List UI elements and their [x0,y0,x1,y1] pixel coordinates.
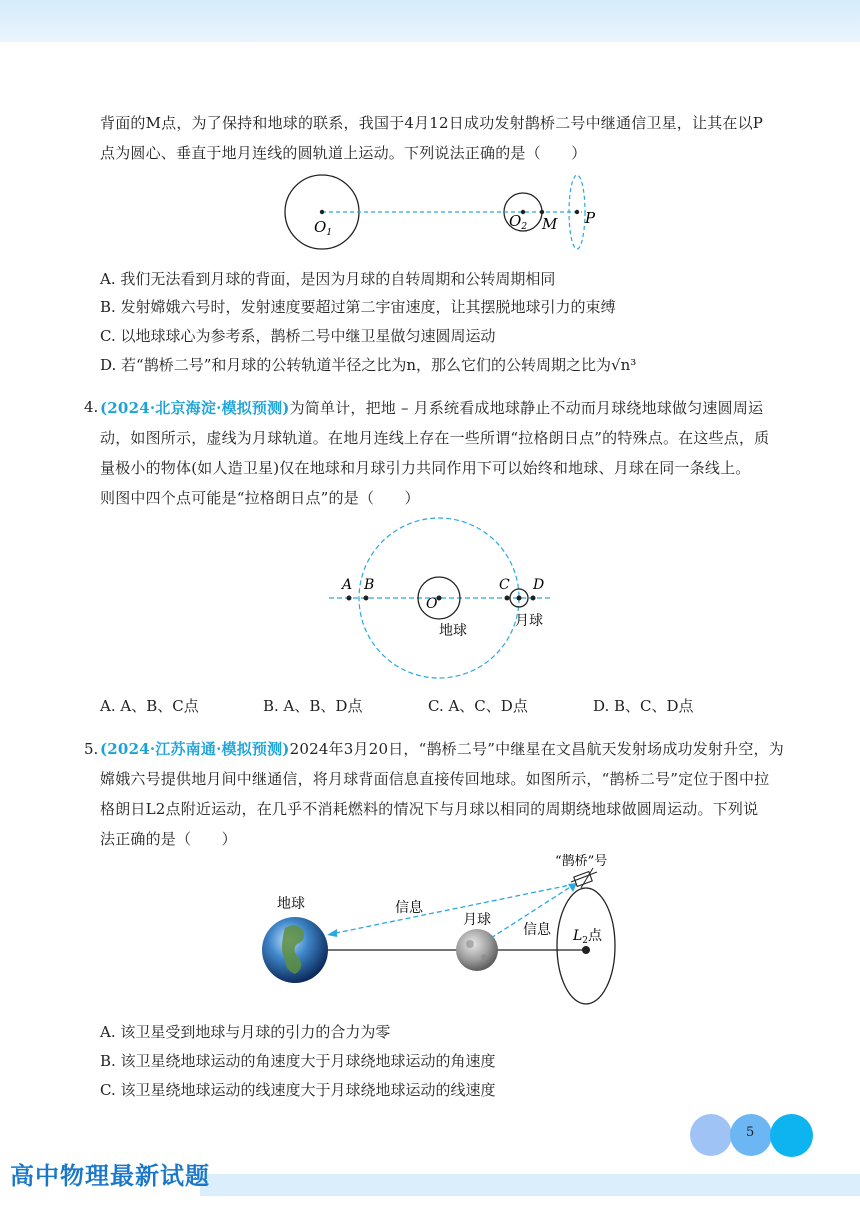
q5-source: (2024·江苏南通·模拟预测) [100,740,290,758]
label-info-2: 信息 [523,922,551,938]
q4-option-a: A. A、B、C点 [100,697,199,715]
page-circle-left [690,1114,732,1156]
q5-option-a: A. 该卫星受到地球与月球的引力的合力为零 [100,1023,391,1041]
q3-stem [100,108,805,168]
footer-band [200,1174,860,1196]
footer-title: 高中物理最新试题 [10,1162,210,1190]
q5-line-4: 法正确的是（ ） [100,830,237,848]
page-number: 5 [746,1125,755,1140]
label-p: P [585,209,596,227]
point-m [540,210,544,214]
q4-line-2: 动，如图所示，虚线为月球轨道。在地月连线上存在一些所谓“拉格朗日点”的特殊点。在这些点，质 [100,429,770,447]
label-earth: 地球 [439,623,467,639]
arrow-head-2 [568,883,577,892]
q5-option-c: C. 该卫星绕地球运动的线速度大于月球绕地球运动的线速度 [100,1081,496,1099]
label-l2: $L_2$点 [573,928,603,946]
q3-figure [280,172,600,262]
point-moon [517,596,522,601]
label-o: O [426,596,438,612]
label-m: M [542,215,558,233]
moon-crater [481,954,487,960]
q3-line-2: 点为圆心、垂直于地月连线的圆轨道上运动。下列说法正确的是（ ） [100,144,587,162]
q3-option-c: C. 以地球球心为参考系，鹊桥二号中继卫星做匀速圆周运动 [100,327,496,345]
arrow-head-1 [327,929,337,937]
label-moon: 月球 [463,912,491,928]
q3-option-a: A. 我们无法看到月球的背面，是因为月球的自转周期和公转周期相同 [100,270,556,288]
point-d [531,596,536,601]
point-b [364,596,369,601]
q4-line-1: 为简单计，把地 – 月系统看成地球静止不动而月球绕地球做匀速圆周运 [289,399,764,417]
point-l2 [582,946,590,954]
label-b: B [364,577,375,593]
q5-line-3: 格朗日L2点附近运动，在几乎不消耗燃料的情况下与月球以相同的周期绕地球做圆周运动。下列说 [100,800,759,818]
q5-figure [255,848,635,1008]
label-earth: 地球 [277,896,305,912]
moon-image [456,929,498,971]
point-a [347,596,352,601]
q5-line-2: 嫦娥六号提供地月间中继通信，将月球背面信息直接传回地球。如图所示，“鹊桥二号”定位于图中拉 [100,770,770,788]
q4-figure [325,512,560,682]
q4-line-4: 则图中四个点可能是“拉格朗日点”的是（ ） [100,489,420,507]
moon-crater [466,940,474,948]
q4-option-c: C. A、C、D点 [428,697,528,715]
page-circle-right [770,1114,813,1157]
label-o2: $O_2$ [509,212,528,232]
q3-option-d: D. 若“鹊桥二号”和月球的公转轨道半径之比为n，那么它们的公转周期之比为√n³ [100,356,637,374]
q4-number: 4. [84,398,99,416]
label-info-1: 信息 [395,900,423,916]
point-p [575,210,579,214]
q5-option-b: B. 该卫星绕地球运动的角速度大于月球绕地球运动的角速度 [100,1052,496,1070]
q4-option-d: D. B、C、D点 [593,697,694,715]
q4-stem [100,393,805,513]
q4-option-b: B. A、B、D点 [263,697,363,715]
q3-option-b: B. 发射嫦娥六号时，发射速度要超过第二宇宙速度，让其摆脱地球引力的束缚 [100,298,616,316]
q5-line-1: 2024年3月20日，“鹊桥二号”中继星在文昌航天发射场成功发射升空，为 [289,740,784,758]
label-o1: $O_1$ [314,218,333,238]
q4-line-3: 量极小的物体(如人造卫星)仅在地球和月球引力共同作用下可以始终和地球、月球在同一条线上。 [100,459,751,477]
label-c: C [499,577,510,593]
q5-stem [100,734,805,854]
label-moon: 月球 [515,613,543,629]
header-band [0,0,860,42]
label-d: D [533,577,545,593]
label-satellite: “鹊桥”号 [555,854,608,869]
q3-line-1: 背面的M点，为了保持和地球的联系，我国于4月12日成功发射鹊桥二号中继通信卫星，让其在以P [100,114,764,132]
point-o1 [320,210,324,214]
label-a: A [342,577,353,593]
q5-number: 5. [84,740,99,758]
point-o2 [521,210,525,214]
q4-source: (2024·北京海淀·模拟预测) [100,399,290,417]
point-c [505,596,510,601]
